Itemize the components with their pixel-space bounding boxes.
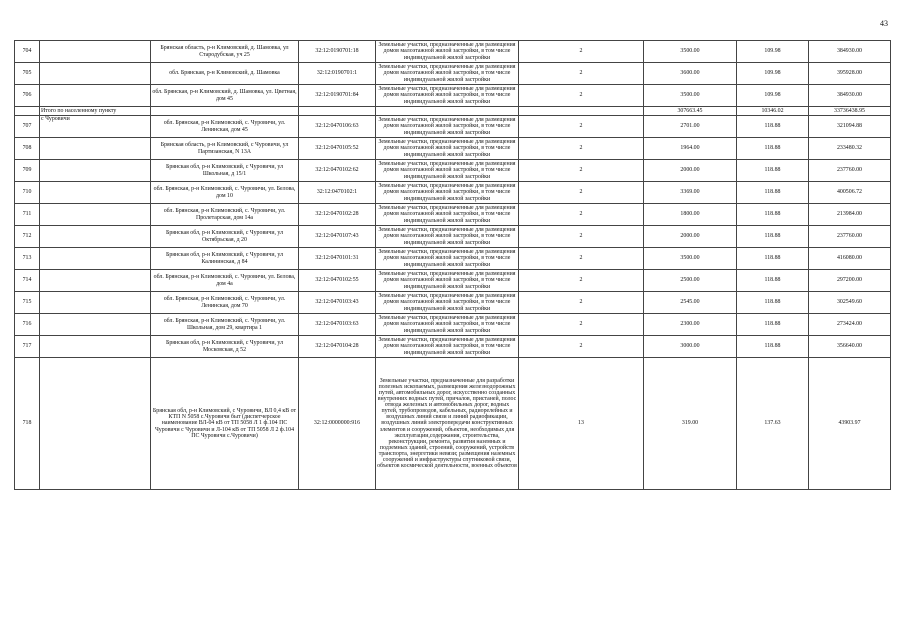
empty-cell	[376, 107, 519, 116]
empty-cell	[519, 107, 644, 116]
group-cell: 2	[519, 248, 644, 270]
table-row	[15, 204, 891, 226]
settlement-cell	[40, 248, 151, 270]
table-row	[15, 138, 891, 160]
table-row	[15, 63, 891, 85]
row-number: 718	[15, 358, 40, 490]
area-cell: 1964.00	[644, 138, 737, 160]
table-row	[15, 182, 891, 204]
group-cell: 2	[519, 204, 644, 226]
address-cell: Брянская обл, р-н Климовский, с Чуровичи, ул Московская, д 52	[151, 336, 299, 358]
cadastral-number-cell: 32:12:0000000:916	[299, 358, 376, 490]
subtotal-value: 33736438.95	[809, 107, 891, 116]
area-cell: 2300.00	[644, 314, 737, 336]
cadastral-number-cell: 32:12:0190701:1	[299, 63, 376, 85]
cadastral-value-cell: 416080.00	[809, 248, 891, 270]
settlement-cell: с Чуровичи	[40, 116, 151, 138]
group-cell: 2	[519, 270, 644, 292]
area-cell: 2545.00	[644, 292, 737, 314]
land-purpose-cell: Земельные участки, предназначенные для размещения домов малоэтажной жилой застройки, в том числе индивидуальной жилой застройки	[376, 41, 519, 63]
row-number: 711	[15, 204, 40, 226]
land-purpose-cell: Земельные участки, предназначенные для размещения домов малоэтажной жилой застройки, в том числе индивидуальной жилой застройки	[376, 138, 519, 160]
rate-cell: 109.98	[737, 41, 809, 63]
address-cell: обл. Брянская, р-н Климовский, с. Чуровичи, ул. Пролетарская, дом 14а	[151, 204, 299, 226]
rate-cell: 109.98	[737, 85, 809, 107]
table-row	[15, 336, 891, 358]
address-cell: обл. Брянская, р-н Климовский, с. Чуровичи, ул. Ленинская, дом 45	[151, 116, 299, 138]
row-number: 712	[15, 226, 40, 248]
group-cell: 2	[519, 138, 644, 160]
rate-cell: 118.88	[737, 336, 809, 358]
rate-cell: 118.88	[737, 182, 809, 204]
address-cell: обл. Брянская, р-н Климовский, с. Чуровичи, ул. Ленинская, дом 70	[151, 292, 299, 314]
address-cell: Брянская область, р-н Климовский, с Чуровичи, ул Партизанская, N 13А	[151, 138, 299, 160]
row-number: 708	[15, 138, 40, 160]
land-purpose-cell: Земельные участки, предназначенные для размещения домов малоэтажной жилой застройки, в том числе индивидуальной жилой застройки	[376, 248, 519, 270]
settlement-cell	[40, 336, 151, 358]
subtotal-number-cell	[15, 107, 40, 116]
address-cell: обл. Брянская, р-н Климовский, с. Чуровичи, ул. Белова, дом 10	[151, 182, 299, 204]
area-cell: 2500.00	[644, 270, 737, 292]
row-number: 716	[15, 314, 40, 336]
table-row	[15, 248, 891, 270]
table-row	[15, 270, 891, 292]
group-cell: 2	[519, 226, 644, 248]
cadastral-value-cell: 384930.00	[809, 41, 891, 63]
cadastral-number-cell: 32:12:0470102:28	[299, 204, 376, 226]
cadastral-number-cell: 32:12:0470107:43	[299, 226, 376, 248]
address-cell: обл. Брянская, р-н Климовский, д. Шамовка	[151, 63, 299, 85]
cadastral-value-cell: 356640.00	[809, 336, 891, 358]
row-number: 706	[15, 85, 40, 107]
land-purpose-cell: Земельные участки, предназначенные для разработки полезных ископаемых, размещения железнодорожных путей, автомобильных дорог, искусственно созданных внутренних водных путей, причалов, пристаней, полос отвода железных и автомобильных дорог, водных путей, трубопроводов, кабельных, радиорелейных и воздушных линий связи и линий радиофикации, воздушных линий электропередачи конструктивных элементов и сооружений, объектов, необходимых для эксплуатации,содержания, строительства, реконструкции, ремонта, развития наземных и подземных зданий, строений, сооружений, устройств транспорта, энергетики невязи; размещения наземных сооружений и инфраструктуры спутниковой связи, объектов космической деятельности, военных объектов	[376, 358, 519, 490]
rate-cell: 118.88	[737, 270, 809, 292]
settlement-cell	[40, 226, 151, 248]
area-cell: 319.00	[644, 358, 737, 490]
row-number: 707	[15, 116, 40, 138]
group-cell: 2	[519, 314, 644, 336]
address-cell: обл. Брянская, р-н Климовский, с. Чуровичи, ул. Белова, дом 4а	[151, 270, 299, 292]
page-number: 43	[880, 19, 888, 28]
land-purpose-cell: Земельные участки, предназначенные для размещения домов малоэтажной жилой застройки, в том числе индивидуальной жилой застройки	[376, 160, 519, 182]
rate-cell: 118.88	[737, 226, 809, 248]
area-cell: 3500.00	[644, 248, 737, 270]
rate-cell: 118.88	[737, 138, 809, 160]
cadastral-number-cell: 32:12:0470105:52	[299, 138, 376, 160]
rate-cell: 118.88	[737, 160, 809, 182]
address-cell: Брянская область, р-н Климовский, д. Шамовка, ул Стародубская, уч 25	[151, 41, 299, 63]
land-purpose-cell: Земельные участки, предназначенные для размещения домов малоэтажной жилой застройки, в том числе индивидуальной жилой застройки	[376, 314, 519, 336]
group-cell: 2	[519, 336, 644, 358]
group-cell: 2	[519, 116, 644, 138]
address-cell: Брянская обл, р-н Климовский, с Чуровичи, ВЛ 0,4 кВ от КТП N 5058 с.Чуровичи быт (диспетчерское наименование ВЛ-04 кВ от ТП 5058 Л 1 ф.104 ПС Чуровичи с Чуровичи и Л-104 кВ от ТП 5058 Л 2 ф.104 ПС Чуровичи с.Чуровичи)	[151, 358, 299, 490]
address-cell: Брянская обл, р-н Климовский, с Чуровичи, ул Октябрьская, д 20	[151, 226, 299, 248]
table-row	[15, 358, 891, 490]
address-cell: обл. Брянская, р-н Климовский, д. Шамовка, ул. Цветная, дом 45	[151, 85, 299, 107]
area-cell: 3000.00	[644, 336, 737, 358]
table-row	[15, 41, 891, 63]
settlement-cell	[40, 358, 151, 490]
cadastral-value-cell: 237760.00	[809, 226, 891, 248]
row-number: 704	[15, 41, 40, 63]
cadastral-value-cell: 273424.00	[809, 314, 891, 336]
land-purpose-cell: Земельные участки, предназначенные для размещения домов малоэтажной жилой застройки, в том числе индивидуальной жилой застройки	[376, 226, 519, 248]
cadastral-value-cell: 43903.97	[809, 358, 891, 490]
land-purpose-cell: Земельные участки, предназначенные для размещения домов малоэтажной жилой застройки, в том числе индивидуальной жилой застройки	[376, 85, 519, 107]
table-row	[15, 314, 891, 336]
cadastral-value-cell: 321094.88	[809, 116, 891, 138]
group-cell: 2	[519, 292, 644, 314]
rate-cell: 109.98	[737, 63, 809, 85]
group-cell: 2	[519, 63, 644, 85]
subtotal-label: Итого по населенному пункту	[40, 107, 151, 116]
cadastral-value-cell: 237760.00	[809, 160, 891, 182]
row-number: 705	[15, 63, 40, 85]
land-purpose-cell: Земельные участки, предназначенные для размещения домов малоэтажной жилой застройки, в том числе индивидуальной жилой застройки	[376, 292, 519, 314]
cadastral-value-cell: 213984.00	[809, 204, 891, 226]
group-cell: 2	[519, 85, 644, 107]
rate-cell: 118.88	[737, 314, 809, 336]
cadastral-number-cell: 32:12:0470103:43	[299, 292, 376, 314]
area-cell: 3600.00	[644, 63, 737, 85]
area-cell: 3500.00	[644, 41, 737, 63]
table-row	[15, 226, 891, 248]
rate-cell: 137.63	[737, 358, 809, 490]
address-cell: Брянская обл, р-н Климовский, с Чуровичи, ул Калининская, д 84	[151, 248, 299, 270]
settlement-cell	[40, 292, 151, 314]
group-cell: 2	[519, 41, 644, 63]
rate-cell: 118.88	[737, 116, 809, 138]
cadastral-number-cell: 32:12:0190701:18	[299, 41, 376, 63]
land-purpose-cell: Земельные участки, предназначенные для размещения домов малоэтажной жилой застройки, в том числе индивидуальной жилой застройки	[376, 63, 519, 85]
area-cell: 3369.00	[644, 182, 737, 204]
settlement-cell	[40, 182, 151, 204]
empty-cell	[299, 107, 376, 116]
land-purpose-cell: Земельные участки, предназначенные для размещения домов малоэтажной жилой застройки, в том числе индивидуальной жилой застройки	[376, 270, 519, 292]
cadastral-number-cell: 32:12:0470103:63	[299, 314, 376, 336]
area-cell: 1800.00	[644, 204, 737, 226]
rate-cell: 118.88	[737, 248, 809, 270]
subtotal-area: 307663.45	[644, 107, 737, 116]
land-purpose-cell: Земельные участки, предназначенные для размещения домов малоэтажной жилой застройки, в том числе индивидуальной жилой застройки	[376, 116, 519, 138]
row-number: 714	[15, 270, 40, 292]
cadastral-value-cell: 297200.00	[809, 270, 891, 292]
cadastral-number-cell: 32:12:0470101:31	[299, 248, 376, 270]
subtotal-row	[15, 107, 891, 116]
table-row	[15, 292, 891, 314]
settlement-cell	[40, 270, 151, 292]
cadastral-number-cell: 32:12:0470102:1	[299, 182, 376, 204]
cadastral-number-cell: 32:12:0470102:62	[299, 160, 376, 182]
row-number: 713	[15, 248, 40, 270]
cadastral-number-cell: 32:12:0470102:55	[299, 270, 376, 292]
group-cell: 2	[519, 182, 644, 204]
settlement-cell	[40, 41, 151, 63]
settlement-cell	[40, 63, 151, 85]
land-purpose-cell: Земельные участки, предназначенные для размещения домов малоэтажной жилой застройки, в том числе индивидуальной жилой застройки	[376, 182, 519, 204]
rate-cell: 118.88	[737, 292, 809, 314]
rate-cell: 118.88	[737, 204, 809, 226]
table-row	[15, 160, 891, 182]
cadastral-value-table	[14, 40, 891, 490]
cadastral-value-cell: 302549.60	[809, 292, 891, 314]
settlement-cell	[40, 85, 151, 107]
group-cell: 2	[519, 160, 644, 182]
area-cell: 2701.00	[644, 116, 737, 138]
area-cell: 2000.00	[644, 160, 737, 182]
cadastral-value-cell: 233480.32	[809, 138, 891, 160]
row-number: 710	[15, 182, 40, 204]
address-cell: обл. Брянская, р-н Климовский, с. Чуровичи, ул. Школьная, дом 29, квартира 1	[151, 314, 299, 336]
address-cell: Брянская обл, р-н Климовский, с Чуровичи, ул Школьная, д 15/1	[151, 160, 299, 182]
subtotal-rate: 10346.02	[737, 107, 809, 116]
land-purpose-cell: Земельные участки, предназначенные для размещения домов малоэтажной жилой застройки, в том числе индивидуальной жилой застройки	[376, 336, 519, 358]
row-number: 709	[15, 160, 40, 182]
settlement-cell	[40, 138, 151, 160]
cadastral-value-cell: 400506.72	[809, 182, 891, 204]
table-row	[15, 85, 891, 107]
group-cell: 13	[519, 358, 644, 490]
table-row	[15, 116, 891, 138]
row-number: 717	[15, 336, 40, 358]
cadastral-number-cell: 32:12:0470106:63	[299, 116, 376, 138]
land-purpose-cell: Земельные участки, предназначенные для размещения домов малоэтажной жилой застройки, в том числе индивидуальной жилой застройки	[376, 204, 519, 226]
cadastral-value-cell: 384930.00	[809, 85, 891, 107]
settlement-cell	[40, 160, 151, 182]
cadastral-number-cell: 32:12:0190701:84	[299, 85, 376, 107]
cadastral-value-cell: 395928.00	[809, 63, 891, 85]
settlement-cell	[40, 314, 151, 336]
row-number: 715	[15, 292, 40, 314]
area-cell: 3500.00	[644, 85, 737, 107]
empty-cell	[151, 107, 299, 116]
cadastral-number-cell: 32:12:0470104:28	[299, 336, 376, 358]
settlement-cell	[40, 204, 151, 226]
area-cell: 2000.00	[644, 226, 737, 248]
